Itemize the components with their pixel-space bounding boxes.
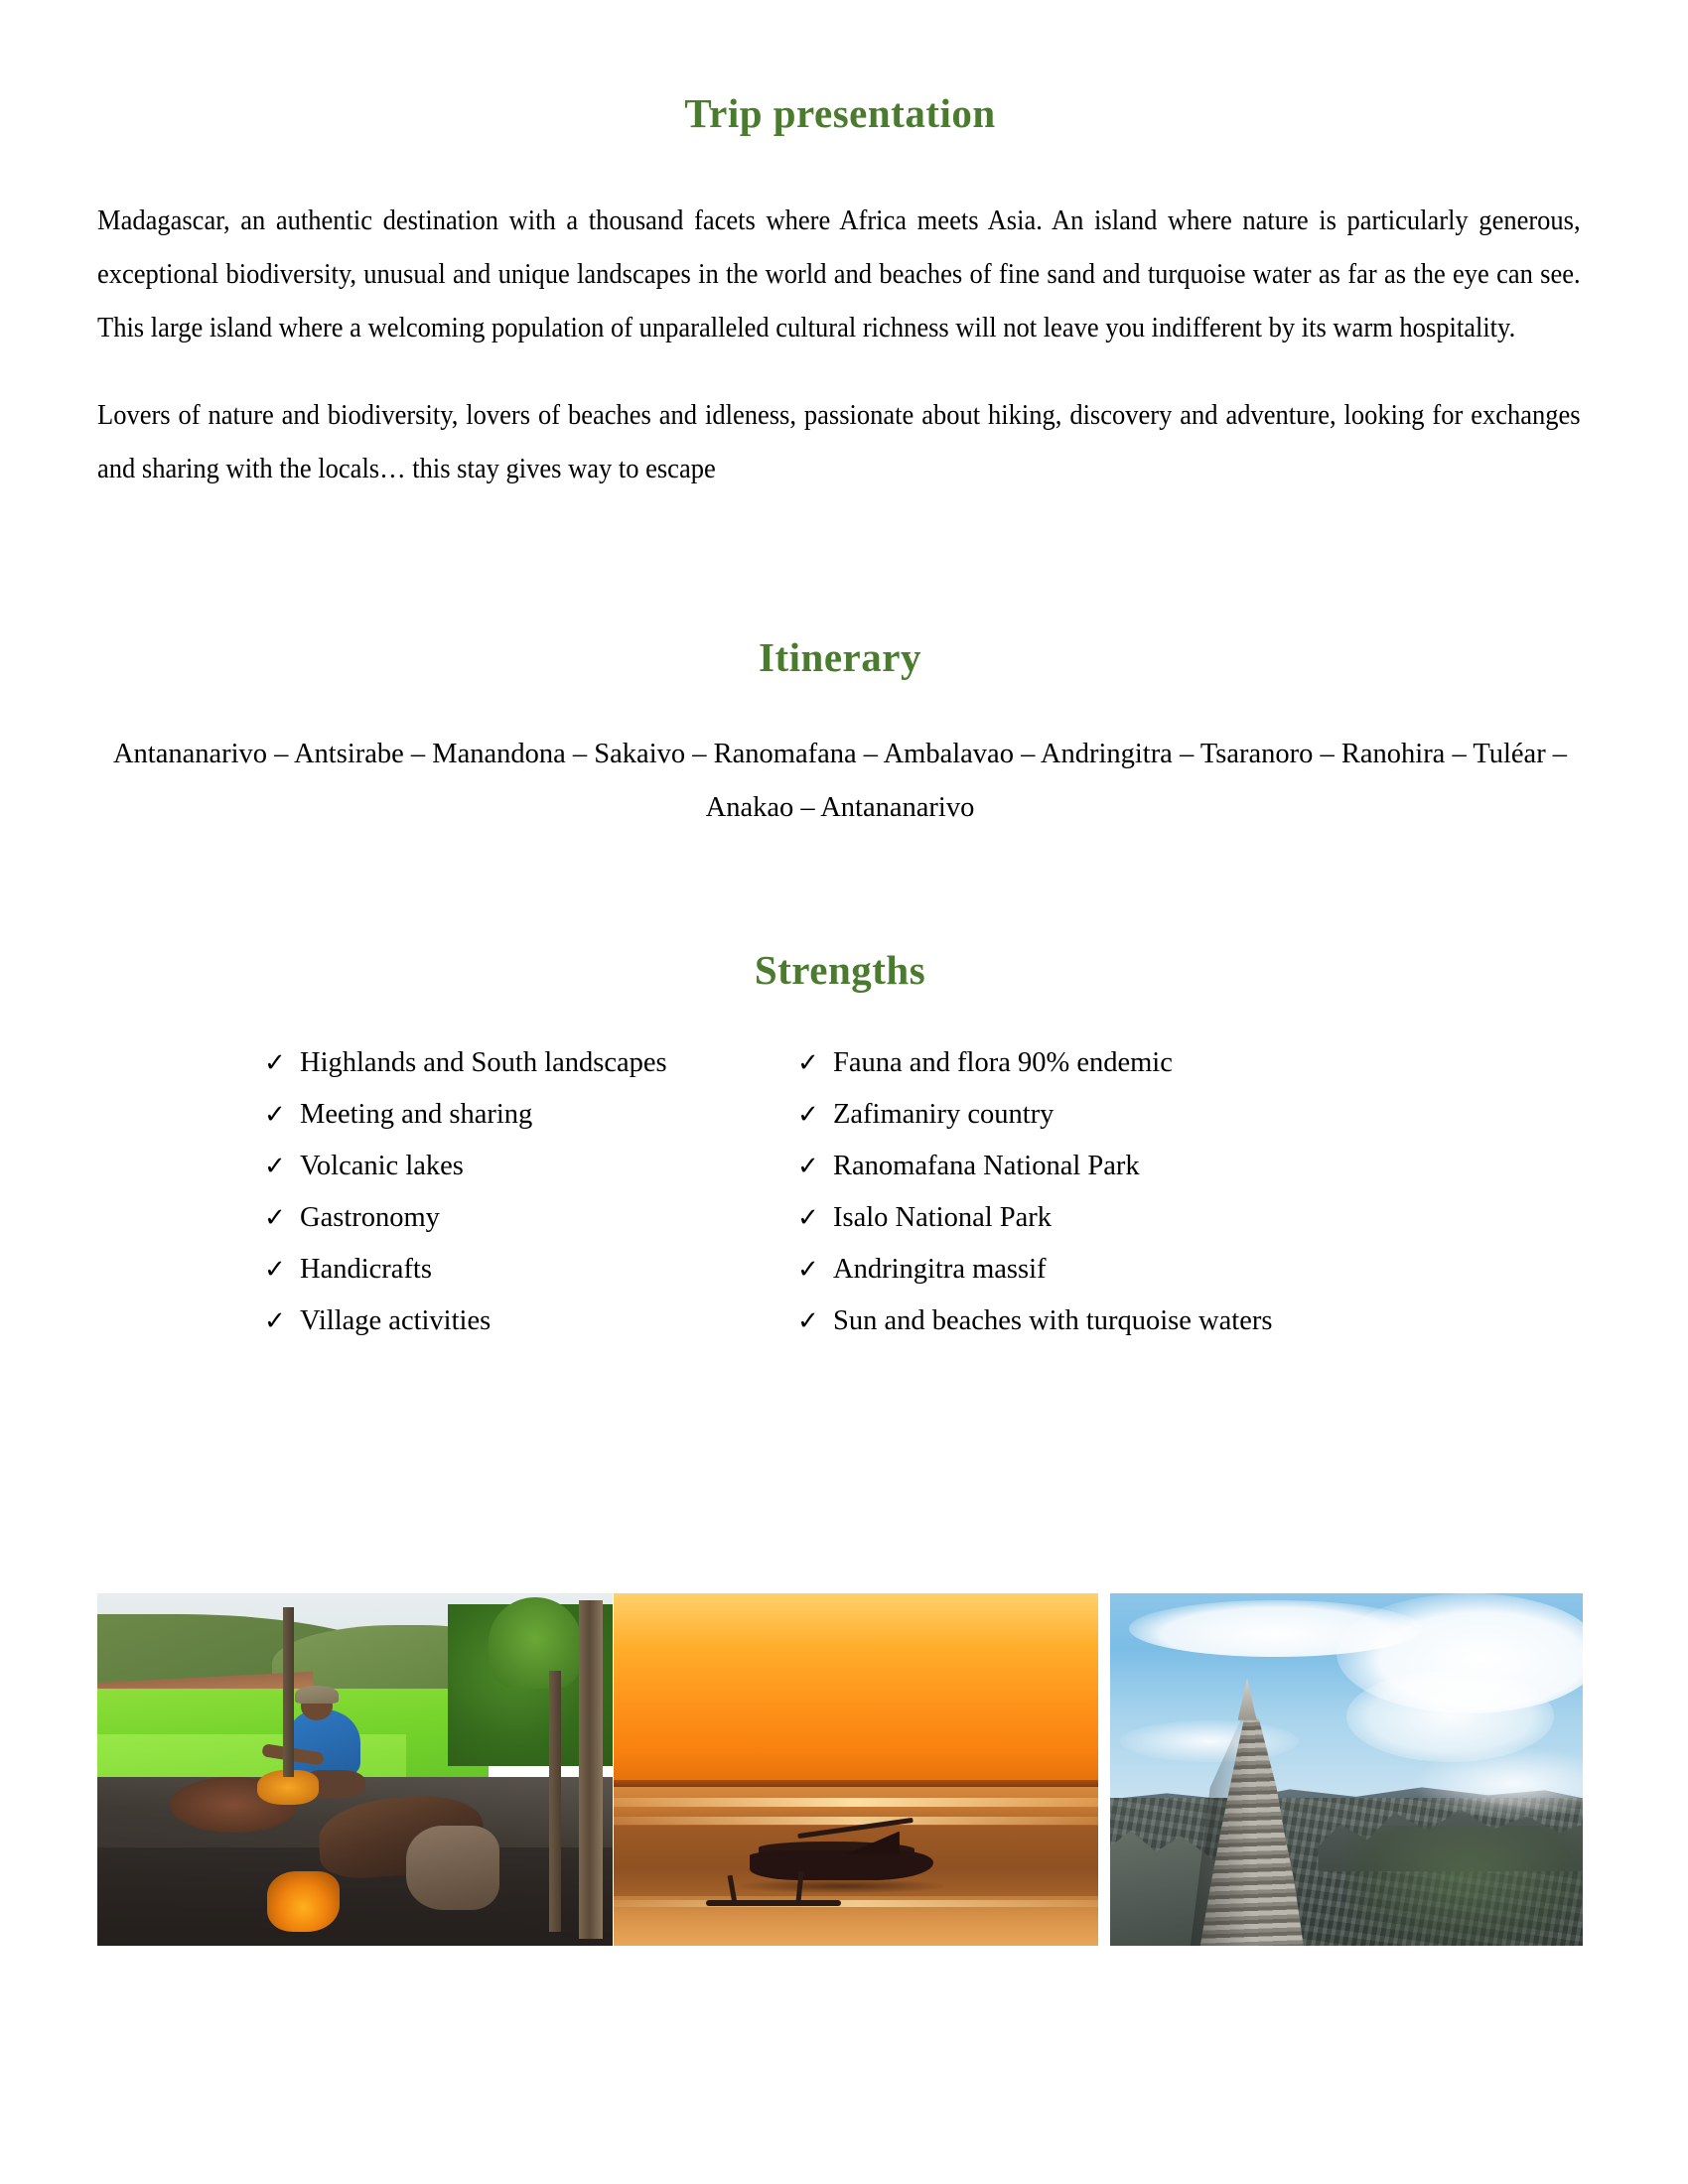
list-item: [797, 1037, 1583, 1089]
list-item: [797, 1192, 1583, 1244]
list-item: [264, 1037, 733, 1089]
intro-paragraph-2: Lovers of nature and biodiversity, lovers of beaches and idleness, passionate about hiking, discovery and adventure, looking for exchanges and sharing with the locals… this stay gives way to escape: [97, 400, 1581, 484]
itinerary-heading-wrapper: [97, 635, 1583, 680]
check-mark-icon: ✓: [264, 1100, 286, 1130]
strength-label: Isalo National Park: [833, 1202, 1053, 1233]
list-item: [264, 1141, 733, 1192]
list-item: [797, 1141, 1583, 1192]
check-mark-icon: ✓: [797, 1152, 819, 1181]
list-item: [264, 1244, 733, 1296]
list-item: [264, 1089, 733, 1141]
photo-man-working-charcoal-rice-field: [97, 1593, 613, 1946]
check-mark-icon: ✓: [264, 1203, 286, 1233]
strength-label: Meeting and sharing: [300, 1099, 533, 1130]
check-mark-icon: ✓: [264, 1306, 286, 1336]
trip-presentation-heading: Trip presentation: [684, 90, 996, 136]
list-item: [264, 1192, 733, 1244]
check-mark-icon: ✓: [797, 1306, 819, 1336]
photo-strip: [97, 1593, 1583, 1946]
strength-label: Zafimaniry country: [833, 1099, 1055, 1130]
strength-label: Ranomafana National Park: [833, 1151, 1140, 1181]
strength-label: Gastronomy: [300, 1202, 440, 1233]
photo-sunset-beach-pirogue: [614, 1593, 1098, 1946]
check-mark-icon: ✓: [797, 1203, 819, 1233]
photo-stone-cairn-mountain-summit: [1110, 1593, 1583, 1946]
strengths-left-list: [264, 1037, 733, 1347]
photo-gap-2: [1098, 1593, 1110, 1946]
strength-label: Sun and beaches with turquoise waters: [833, 1305, 1273, 1336]
check-mark-icon: ✓: [797, 1048, 819, 1078]
itinerary-body: [97, 728, 1583, 835]
check-mark-icon: ✓: [797, 1255, 819, 1285]
strength-label: Andringitra massif: [833, 1254, 1047, 1285]
check-mark-icon: ✓: [797, 1100, 819, 1130]
check-mark-icon: ✓: [264, 1048, 286, 1078]
strengths-right-list: [797, 1037, 1583, 1347]
strengths-left-column: [97, 1037, 733, 1347]
strength-label: Fauna and flora 90% endemic: [833, 1047, 1173, 1078]
list-item: [797, 1089, 1583, 1141]
check-mark-icon: ✓: [264, 1255, 286, 1285]
list-item: [797, 1296, 1583, 1347]
strengths-right-column: [733, 1037, 1583, 1347]
strengths-heading-wrapper: [97, 948, 1583, 993]
strength-label: Village activities: [300, 1305, 492, 1336]
strength-label: Volcanic lakes: [300, 1151, 464, 1181]
trip-presentation-heading-wrapper: [97, 91, 1583, 136]
strength-label: Highlands and South landscapes: [300, 1047, 667, 1078]
list-item: [797, 1244, 1583, 1296]
intro-paragraph-1: Madagascar, an authentic destination with a thousand facets where Africa meets Asia. An island where nature is particularly generous, exceptional biodiversity, unusual and unique landscapes in the world and beaches of fine sand and turquoise water as far as the eye can see. This large island where a welcoming population of unparalleled cultural richness will not leave you indifferent by its warm hospitality.: [97, 205, 1581, 343]
trip-presentation-body: [97, 195, 1581, 496]
check-mark-icon: ✓: [264, 1152, 286, 1181]
itinerary-route: Antananarivo – Antsirabe – Manandona – Sakaivo – Ranomafana – Ambalavao – Andringitra – Tsaranoro – Ranohira – Tuléar – Anakao – Antananarivo: [112, 739, 1568, 823]
strength-label: Handicrafts: [300, 1254, 432, 1285]
itinerary-heading: Itinerary: [759, 634, 921, 680]
strengths-heading: Strengths: [754, 947, 926, 993]
strengths-columns: [97, 1037, 1583, 1347]
list-item: [264, 1296, 733, 1347]
